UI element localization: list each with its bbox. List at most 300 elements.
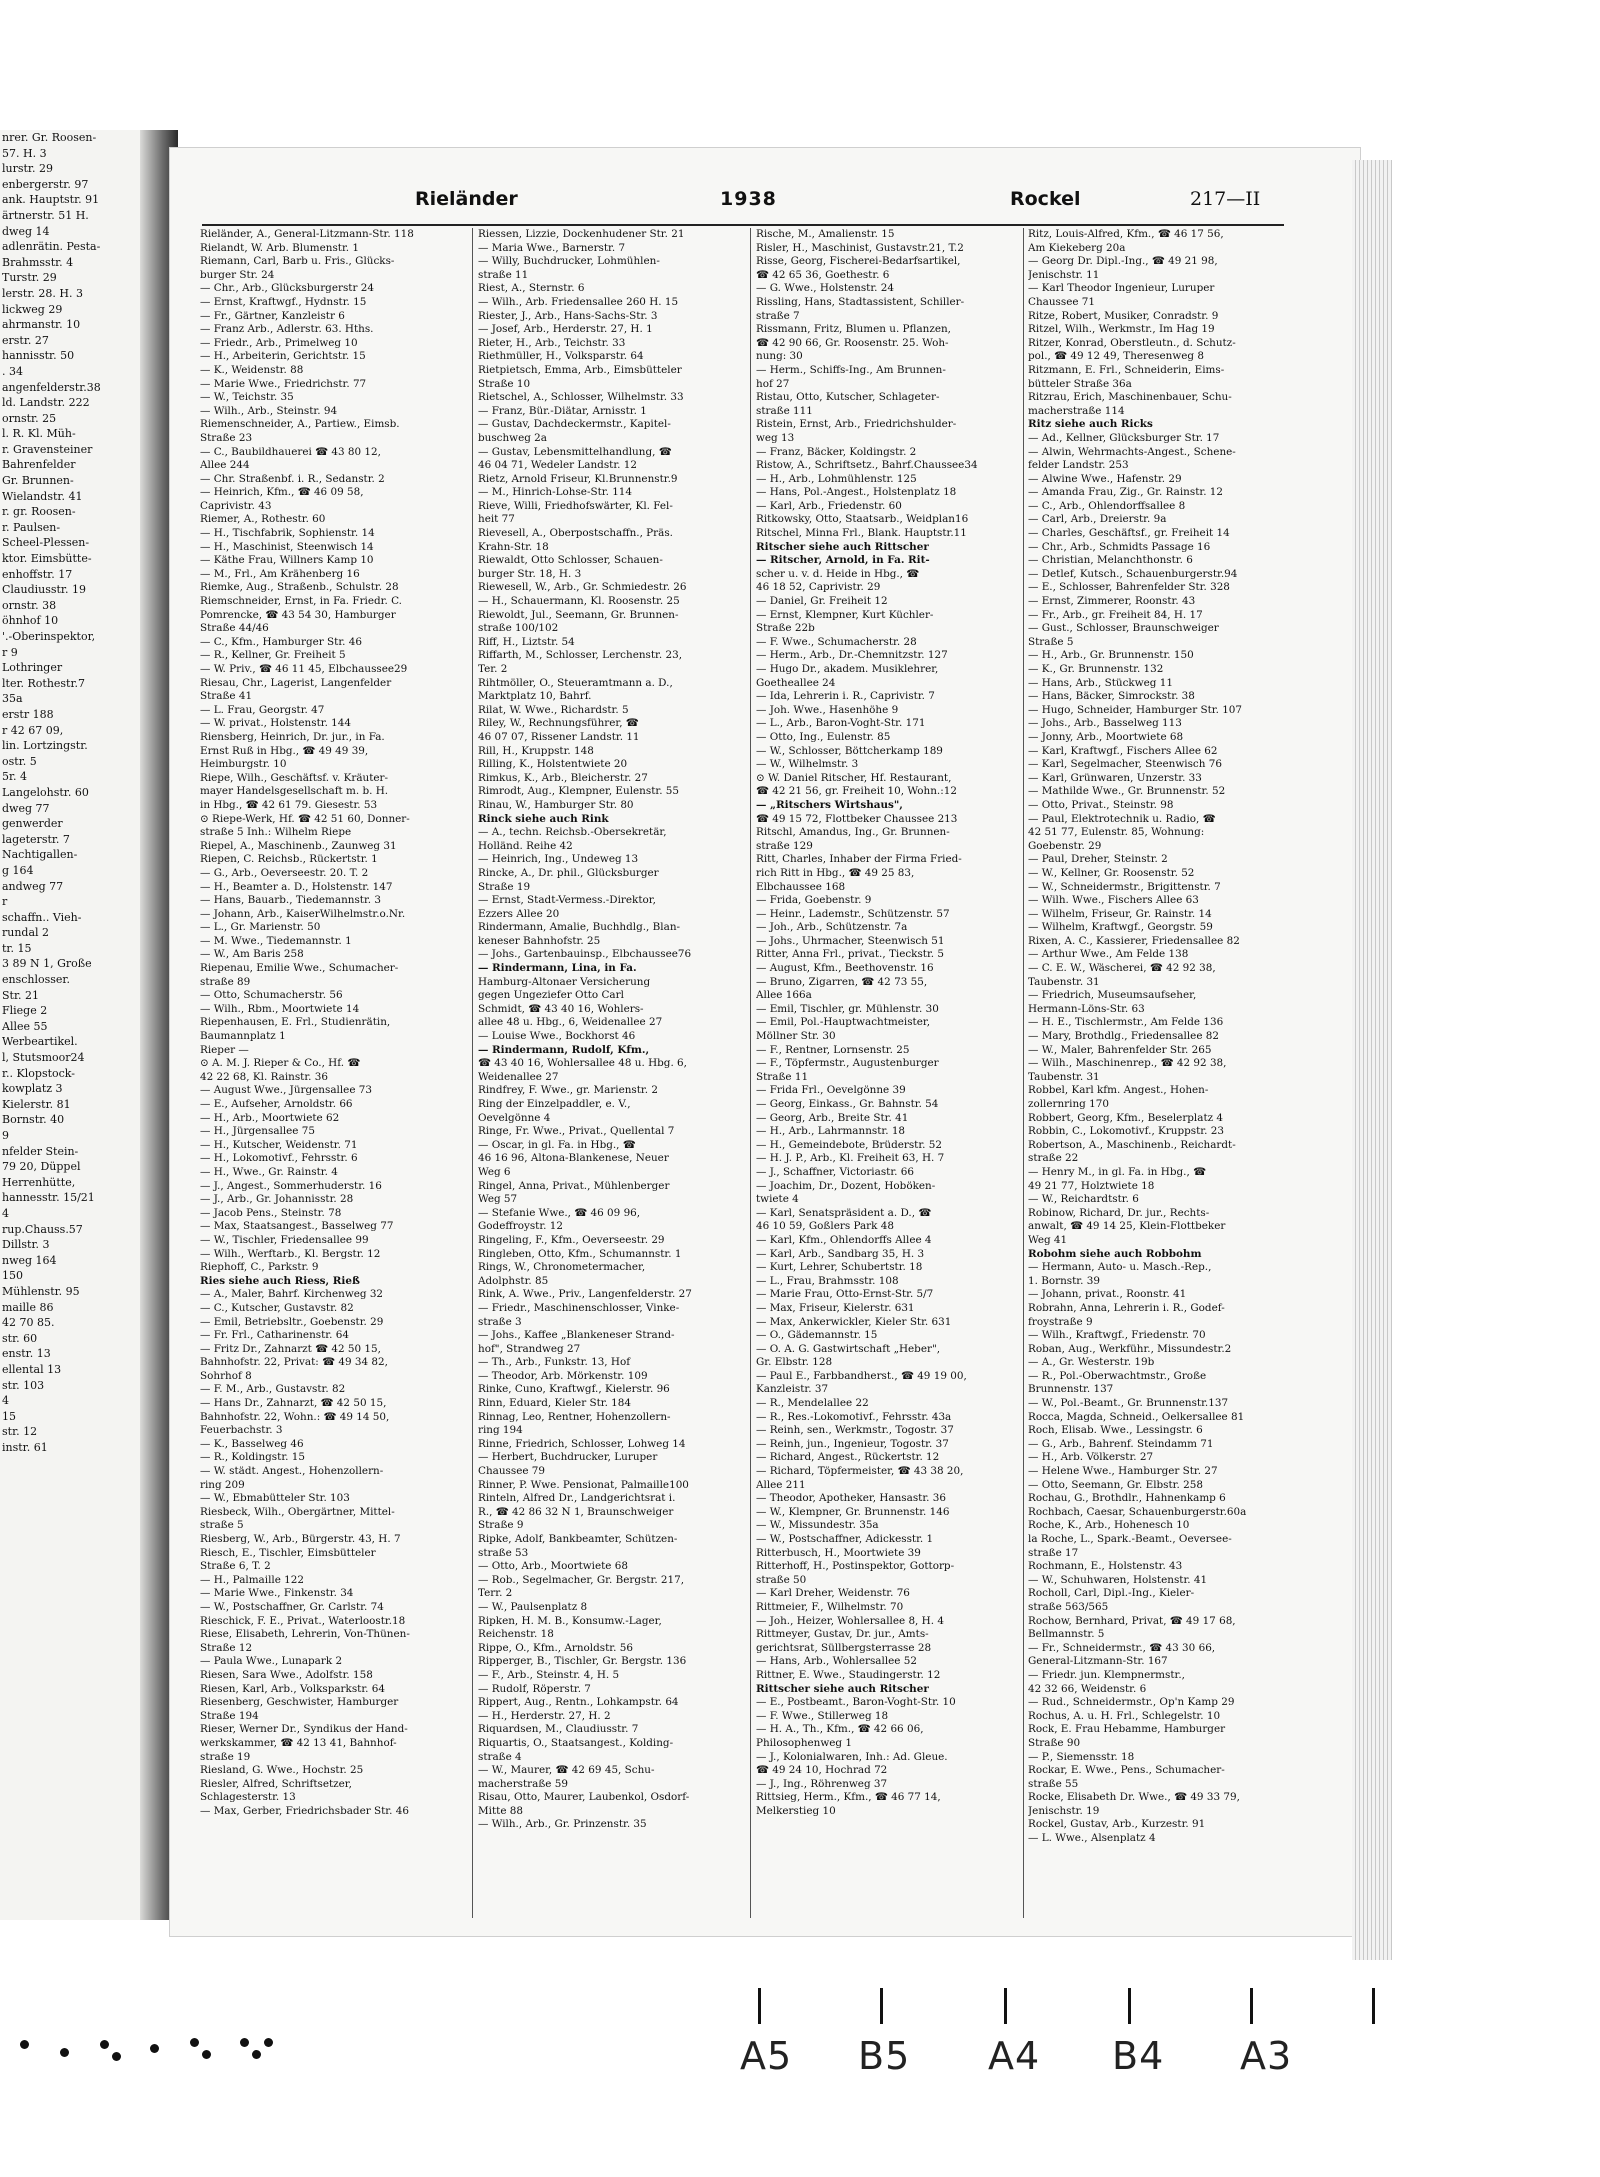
left-page-line: genwerder (2, 817, 63, 831)
directory-entry: — H., Arb., Moortwiete 62 (200, 1111, 340, 1124)
directory-entry: Rimrodt, Aug., Klempner, Eulenstr. 55 (478, 785, 680, 798)
directory-entry: Robrahn, Anna, Lehrerin i. R., Godef- (1028, 1301, 1225, 1314)
directory-entry: — C., Kfm., Hamburger Str. 46 (200, 635, 362, 648)
directory-entry: straße 7 (756, 309, 800, 322)
directory-entry: — H., Arb., Gr. Brunnenstr. 150 (1028, 649, 1194, 662)
directory-entry: ☎ 43 40 16, Wohlersallee 48 u. Hbg. 6, (478, 1057, 687, 1070)
directory-entry: — Emil, Pol.-Hauptwachtmeister, (756, 1016, 931, 1029)
directory-entry: — Hugo Dr., akadem. Musiklehrer, (756, 663, 939, 675)
directory-entry: — W., Teichstr. 35 (200, 391, 294, 404)
directory-entry: Jenischstr. 11 (1028, 268, 1100, 281)
directory-entry: Rieländer, A., General-Litzmann-Str. 118 (200, 228, 414, 240)
ruler-tick (758, 1988, 761, 2024)
ruler-tick (1372, 1988, 1375, 2024)
left-page-line: r. Paulsen- (2, 520, 61, 534)
directory-entry: Riesberg, W., Arb., Bürgerstr. 43, H. 7 (200, 1533, 401, 1545)
directory-entry: — E., Aufseher, Arnoldstr. 66 (200, 1098, 353, 1110)
left-page-line: 42 70 85. (2, 1316, 55, 1330)
directory-entry: — Hans, Arb., Wohlersallee 52 (756, 1655, 917, 1668)
directory-entry: Rochow, Bernhard, Privat, ☎ 49 17 68, (1028, 1614, 1236, 1627)
directory-entry: Möllner Str. 30 (756, 1030, 836, 1043)
left-page-line: 3 89 N 1, Große (2, 957, 92, 971)
directory-entry: Ries siehe auch Riess, Rieß (200, 1274, 360, 1287)
left-page-line: Fliege 2 (2, 1004, 48, 1018)
left-page-line: hannesstr. 15/21 (2, 1191, 95, 1205)
directory-entry: — Theodor, Arb. Mörkenstr. 109 (478, 1369, 648, 1382)
directory-entry: pol., ☎ 49 12 49, Theresenweg 8 (1028, 350, 1204, 363)
left-page-line: ahrmanstr. 10 (2, 318, 81, 332)
left-page-line: öhnhof 10 (2, 614, 59, 628)
directory-entry: burger Str. 18, H. 3 (478, 567, 582, 580)
directory-entry: Pomrencke, ☎ 43 54 30, Hamburger (200, 608, 396, 621)
directory-entry: — F. M., Arb., Gustavstr. 82 (200, 1383, 346, 1396)
directory-entry: — Reinh, jun., Ingenieur, Togostr. 37 (756, 1437, 949, 1450)
left-page-line: r (2, 895, 8, 909)
directory-entry: Rietz, Arnold Friseur, Kl.Brunnenstr.9 (478, 472, 678, 485)
directory-entry: straße 5 Inh.: Wilhelm Riepe (200, 826, 352, 839)
directory-entry: — R., Pol.-Oberwachtmstr., Große (1028, 1369, 1207, 1382)
scan-mark (202, 2050, 211, 2059)
directory-entry: — Max, Gerber, Friedrichsbader Str. 46 (200, 1804, 409, 1817)
directory-entry: Riewoldt, Jul., Seemann, Gr. Brunnen- (478, 608, 679, 621)
directory-entry: 46 04 71, Wedeler Landstr. 12 (478, 459, 637, 472)
directory-entry: Riemer, A., Rothestr. 60 (200, 513, 326, 526)
directory-entry: Risse, Georg, Fischerei-Bedarfsartikel, (756, 255, 961, 268)
directory-entry: Rieschick, F. E., Privat., Waterloostr.18 (200, 1614, 406, 1627)
column-1 (200, 228, 465, 1918)
directory-entry: — W. städt. Angest., Hohenzollern- (200, 1465, 384, 1478)
scan-mark (150, 2044, 159, 2053)
left-page-line: ld. Landstr. 222 (2, 396, 90, 410)
directory-entry: Roch, Elisab. Wwe., Lessingstr. 6 (1028, 1424, 1203, 1437)
directory-entry: — August Wwe., Jürgensallee 73 (200, 1084, 372, 1097)
directory-entry: — Karl, Arb., Sandbarg 35, H. 3 (756, 1247, 925, 1260)
directory-entry: — W., Paulsenplatz 8 (478, 1600, 588, 1613)
directory-entry: — Heinr., Lademstr., Schützenstr. 57 (756, 907, 950, 920)
left-page-line: rundal 2 (2, 926, 50, 940)
directory-entry: — Bruno, Zigarren, ☎ 42 73 55, (756, 975, 928, 988)
directory-entry: Ripke, Adolf, Bankbeamter, Schützen- (478, 1533, 678, 1545)
scan-mark (264, 2038, 273, 2047)
directory-entry: — Karl, Kraftwgf., Fischers Allee 62 (1028, 744, 1218, 757)
directory-entry: — Karl, Segelmacher, Steenwisch 76 (1028, 758, 1222, 771)
directory-entry: Rische, M., Amalienstr. 15 (756, 228, 895, 240)
directory-entry: — J., Angest., Sommerhuderstr. 16 (200, 1179, 382, 1192)
left-page-line: r. Gravensteiner (2, 442, 93, 456)
directory-entry: Ritterbusch, H., Moortwiete 39 (756, 1546, 921, 1559)
directory-entry: 46 07 07, Rissener Landstr. 11 (478, 730, 640, 743)
left-page-line: tr. 15 (2, 941, 32, 955)
left-page-line: ärtnerstr. 51 H. (2, 208, 89, 222)
directory-entry: Rinau, W., Hamburger Str. 80 (478, 798, 634, 811)
left-page-line: l, Stutsmoor24 (2, 1051, 85, 1065)
left-page-line: Dillstr. 3 (2, 1238, 50, 1252)
directory-entry: Straße 90 (1028, 1736, 1081, 1749)
directory-entry: — Gust., Schlosser, Braunschweiger (1028, 622, 1219, 635)
directory-entry: Taubenstr. 31 (1028, 1070, 1100, 1083)
directory-entry: Straße 11 (756, 1070, 809, 1083)
directory-entry: Rittscher siehe auch Ritscher (756, 1682, 929, 1695)
directory-entry: Bellmannstr. 5 (1028, 1628, 1105, 1641)
directory-entry: — Joachim, Dr., Dozent, Hoböken- (756, 1179, 936, 1192)
directory-entry: Rippe, O., Kfm., Arnoldstr. 56 (478, 1641, 633, 1654)
directory-entry: Straße 9 (478, 1519, 524, 1532)
directory-entry: Riewaldt, Otto Schlosser, Schauen- (478, 554, 663, 567)
directory-entry: Brunnenstr. 137 (1028, 1383, 1114, 1396)
directory-entry: — Käthe Frau, Willners Kamp 10 (200, 554, 374, 567)
header-first-entry: Rieländer (415, 188, 518, 210)
directory-entry: — L. Frau, Georgstr. 47 (200, 703, 325, 716)
directory-entry: Rissling, Hans, Stadtassistent, Schiller- (756, 295, 965, 308)
directory-entry: — A., Maler, Bahrf. Kirchenweg 32 (200, 1288, 384, 1301)
directory-entry: Ritz siehe auch Ricks (1028, 418, 1153, 431)
directory-entry: Marktplatz 10, Bahrf. (478, 690, 592, 703)
directory-entry: — Herbert, Buchdrucker, Luruper (478, 1451, 658, 1464)
directory-entry: ☎ 42 21 56, gr. Freiheit 10, Wohn.:12 (756, 785, 957, 798)
directory-entry: — August, Kfm., Beethovenstr. 16 (756, 962, 934, 975)
directory-entry: Riesch, E., Tischler, Eimsbütteler (200, 1546, 376, 1559)
left-page-line: ornstr. 38 (2, 598, 57, 612)
directory-entry: — A., Gr. Westerstr. 19b (1028, 1356, 1155, 1369)
directory-entry: — A., techn. Reichsb.-Obersekretär, (478, 826, 667, 839)
directory-entry: Rippert, Aug., Rentn., Lohkampstr. 64 (478, 1696, 679, 1709)
directory-entry: twiete 4 (756, 1193, 799, 1206)
directory-entry: — Emil, Betriebsltr., Goebenstr. 29 (200, 1315, 384, 1328)
ruler-tick (880, 1988, 883, 2024)
left-page-line: str. 103 (2, 1378, 45, 1392)
header-year: 1938 (720, 188, 777, 210)
directory-entry: — Rudolf, Röperstr. 7 (478, 1682, 591, 1695)
directory-entry: — M. Wwe., Tiedemannstr. 1 (200, 934, 352, 947)
directory-entry: — W., Postschaffner, Adickesstr. 1 (756, 1533, 934, 1545)
directory-entry: Ritz, Louis-Alfred, Kfm., ☎ 46 17 56, (1028, 228, 1224, 240)
directory-entry: — Max, Friseur, Kielerstr. 631 (756, 1301, 915, 1314)
directory-entry: macherstraße 114 (1028, 404, 1125, 417)
directory-entry: Straße 22b (756, 622, 815, 635)
left-page-line: enhoffstr. 17 (2, 567, 73, 581)
directory-entry: — Gustav, Lebensmittelhandlung, ☎ (478, 445, 672, 458)
directory-entry: Rings, W., Chronometermacher, (478, 1261, 646, 1274)
directory-entry: Robertson, A., Maschinenb., Reichardt- (1028, 1138, 1236, 1151)
left-page-line: Mühlenstr. 95 (2, 1284, 80, 1298)
directory-entry: — Maria Wwe., Barnerstr. 7 (478, 241, 626, 254)
left-page-line: Turstr. 29 (2, 271, 57, 285)
directory-entry: — Frida Frl., Oevelgönne 39 (756, 1084, 906, 1097)
directory-entry: Riley, W., Rechnungsführer, ☎ (478, 717, 639, 730)
left-page-line: ktor. Eimsbütte- (2, 552, 92, 566)
directory-entry: Ritkowsky, Otto, Staatsarb., Weidplan16 (756, 513, 969, 526)
directory-entry: gegen Ungeziefer Otto Carl (478, 989, 624, 1002)
directory-entry: 1. Bornstr. 39 (1028, 1274, 1100, 1287)
directory-entry: straße 55 (1028, 1777, 1079, 1790)
directory-entry: Reichenstr. 18 (478, 1628, 554, 1641)
directory-entry: Oevelgönne 4 (478, 1111, 551, 1124)
directory-entry: Rilling, K., Holstentwiete 20 (478, 758, 628, 771)
directory-entry: — Emil, Tischler, gr. Mühlenstr. 30 (756, 1002, 939, 1015)
directory-entry: — R., Mendelallee 22 (756, 1397, 869, 1410)
directory-entry: — J., Ing., Röhrenweg 37 (756, 1777, 888, 1790)
directory-entry: Ritt, Charles, Inhaber der Firma Fried- (756, 853, 962, 866)
directory-entry: Weg 57 (478, 1193, 518, 1206)
directory-entry: Riepel, A., Maschinenb., Zaunweg 31 (200, 839, 397, 852)
directory-entry: — Johs., Gartenbauinsp., Elbchaussee76 (478, 948, 692, 961)
directory-entry: — H., Maschinist, Steenwisch 14 (200, 540, 374, 553)
directory-entry: — Friedrich, Museumsaufseher, (1028, 989, 1197, 1002)
directory-entry: — Friedr., Maschinenschlosser, Vinke- (478, 1301, 680, 1314)
directory-entry: — Wilh. Wwe., Fischers Allee 63 (1028, 894, 1199, 907)
directory-entry: Risler, H., Maschinist, Gustavstr.21, T.2 (756, 241, 964, 254)
left-page-line: Brahmsstr. 4 (2, 255, 74, 269)
directory-entry: gerichtsrat, Süllbergsterrasse 28 (756, 1641, 932, 1654)
left-page-line: hannisstr. 50 (2, 349, 75, 363)
directory-entry: Rockar, E. Wwe., Pens., Schumacher- (1028, 1764, 1225, 1777)
directory-entry: Riquardsen, M., Claudiusstr. 7 (478, 1723, 639, 1736)
directory-entry: — Charles, Geschäftsf., gr. Freiheit 14 (1028, 527, 1230, 540)
directory-entry: — K., Weidenstr. 88 (200, 363, 304, 376)
directory-entry: — H., Jürgensallee 75 (200, 1125, 315, 1138)
directory-entry: Rissmann, Fritz, Blumen u. Pflanzen, (756, 323, 951, 336)
directory-entry: ring 209 (200, 1478, 245, 1491)
directory-entry: — Oscar, in gl. Fa. in Hbg., ☎ (478, 1138, 636, 1151)
directory-entry: — Karl Dreher, Weidenstr. 76 (756, 1587, 910, 1600)
ruler-label: A5 (740, 2034, 793, 2078)
directory-entry: — G. Wwe., Holstenstr. 24 (756, 282, 895, 295)
directory-entry: — Richard, Töpfermeister, ☎ 43 38 20, (756, 1465, 964, 1478)
directory-entry: straße 100/102 (478, 622, 559, 635)
directory-entry: Godeffroystr. 12 (478, 1220, 563, 1233)
directory-entry: Risau, Otto, Maurer, Laubenkol, Osdorf- (478, 1791, 690, 1804)
directory-entry: Allee 211 (756, 1478, 806, 1491)
directory-entry: — Rob., Segelmacher, Gr. Bergstr. 217, (478, 1573, 685, 1586)
directory-entry: — F., Arb., Steinstr. 4, H. 5 (478, 1668, 620, 1681)
directory-entry: — Jacob Pens., Steinstr. 78 (200, 1206, 342, 1219)
directory-entry: — Karl, Senatspräsident a. D., ☎ (756, 1206, 932, 1219)
directory-entry: — Paul, Dreher, Steinstr. 2 (1028, 853, 1168, 866)
left-page-line: kowplatz 3 (2, 1082, 63, 1096)
directory-entry: Rieper — (200, 1043, 249, 1056)
directory-entry: — H., Kutscher, Weidenstr. 71 (200, 1138, 358, 1151)
directory-entry: Riemke, Aug., Straßenb., Schulstr. 28 (200, 581, 399, 594)
directory-entry: — Franz, Bäcker, Koldingstr. 2 (756, 445, 917, 458)
left-page-line: . 34 (2, 364, 23, 378)
directory-entry: — R., Kellner, Gr. Freiheit 5 (200, 649, 346, 662)
directory-entry: 42 51 77, Eulenstr. 85, Wohnung: (1028, 826, 1205, 839)
directory-entry: — F., Rentner, Lornsenstr. 25 (756, 1043, 910, 1056)
directory-entry: — Johs., Arb., Basselweg 113 (1028, 717, 1182, 730)
left-page-line: Allee 55 (2, 1019, 48, 1033)
directory-entry: Riessen, Lizzie, Dockenhudener Str. 21 (478, 228, 685, 240)
directory-entry: — Stefanie Wwe., ☎ 46 09 96, (478, 1206, 641, 1219)
directory-entry: Rink, A. Wwe., Priv., Langenfelderstr. 27 (478, 1288, 692, 1301)
directory-entry: Hamburg-Altonaer Versicherung (478, 975, 651, 988)
directory-entry: Rinner, P. Wwe. Pensionat, Palmaille100 (478, 1478, 689, 1491)
directory-entry: — H., Beamter a. D., Holstenstr. 147 (200, 880, 393, 893)
directory-entry: — F., Töpfermstr., Augustenburger (756, 1057, 939, 1070)
directory-entry: Jenischstr. 19 (1028, 1804, 1100, 1817)
left-page-line: Nachtigallen- (2, 848, 78, 862)
scan-mark (190, 2038, 199, 2047)
directory-entry: Rieser, Werner Dr., Syndikus der Hand- (200, 1723, 408, 1736)
directory-entry: Rochau, G., Brothdlr., Hahnenkamp 6 (1028, 1492, 1226, 1505)
directory-entry: — P., Siemensstr. 18 (1028, 1750, 1135, 1763)
left-page-line: r 9 (2, 645, 18, 659)
directory-entry: Riesler, Alfred, Schriftsetzer, (200, 1777, 352, 1790)
directory-entry: Rochus, A. u. H. Frl., Schlegelstr. 10 (1028, 1709, 1221, 1722)
directory-entry: — Heinrich, Ing., Undeweg 13 (478, 853, 639, 866)
directory-entry: — W., Reichardtstr. 6 (1028, 1193, 1139, 1206)
directory-entry: — L., Gr. Marienstr. 50 (200, 921, 321, 934)
directory-entry: — J., Schaffner, Victoriastr. 66 (756, 1165, 914, 1178)
directory-entry: ☎ 49 15 72, Flottbeker Chaussee 213 (756, 812, 958, 825)
directory-entry: — Kurt, Lehrer, Schubertstr. 18 (756, 1261, 923, 1274)
directory-entry: Riemenschneider, A., Partiew., Eimsb. (200, 418, 400, 431)
directory-entry: Ring der Einzelpaddler, e. V., (478, 1098, 631, 1110)
directory-entry: Am Kiekeberg 20a (1028, 241, 1126, 254)
directory-entry: Rieve, Willi, Friedhofswärter, Kl. Fel- (478, 499, 673, 512)
left-page-line: lickweg 29 (2, 302, 63, 316)
directory-entry: Melkerstieg 10 (756, 1804, 836, 1817)
directory-entry: keneser Bahnhofstr. 25 (478, 934, 601, 947)
directory-entry: — Karl, Kfm., Ohlendorffs Allee 4 (756, 1233, 932, 1246)
directory-entry: Ritze, Robert, Musiker, Conradstr. 9 (1028, 309, 1219, 322)
directory-entry: — H., Wwe., Gr. Rainstr. 4 (200, 1165, 338, 1178)
directory-entry: Riepenau, Emilie Wwe., Schumacher- (200, 962, 399, 975)
left-page-line: Langelohstr. 60 (2, 785, 89, 799)
directory-entry: Rinn, Eduard, Kieler Str. 184 (478, 1397, 632, 1410)
directory-entry: Rielandt, W. Arb. Blumenstr. 1 (200, 241, 360, 254)
directory-entry: Bahnhofstr. 22, Wohn.: ☎ 49 14 50, (200, 1410, 390, 1423)
left-page-line: maille 86 (2, 1300, 54, 1314)
directory-entry: — Johs., Kaffee „Blankeneser Strand- (478, 1329, 675, 1342)
directory-entry: zollernring 170 (1028, 1098, 1109, 1110)
directory-entry: Ritschel, Minna Frl., Blank. Hauptstr.11 (756, 527, 967, 540)
directory-entry: Ritzmann, E. Frl., Schneiderin, Eims- (1028, 363, 1225, 376)
directory-entry: — H., Schauermann, Kl. Roosenstr. 25 (478, 595, 680, 608)
directory-entry: Weg 41 (1028, 1233, 1068, 1246)
directory-entry: R., ☎ 42 86 32 N 1, Braunschweiger (478, 1505, 674, 1518)
directory-entry: Robbert, Georg, Kfm., Beselerplatz 4 (1028, 1111, 1224, 1124)
directory-entry: General-Litzmann-Str. 167 (1028, 1655, 1168, 1668)
directory-entry: Riesen, Sara Wwe., Adolfstr. 158 (200, 1668, 373, 1681)
left-page-line: lter. Rothestr.7 (2, 676, 86, 690)
directory-entry: Terr. 2 (478, 1587, 513, 1600)
directory-entry: — Wilh., Kraftwgf., Friedenstr. 70 (1028, 1329, 1206, 1342)
column-3 (756, 228, 1021, 1918)
directory-entry: straße 19 (200, 1750, 251, 1763)
directory-entry: werkskammer, ☎ 42 13 41, Bahnhof- (200, 1736, 397, 1749)
directory-entry: — Ernst, Zimmerer, Roonstr. 43 (1028, 595, 1196, 608)
directory-entry: Holländ. Reihe 42 (478, 839, 573, 852)
directory-entry: — Gustav, Dachdeckermstr., Kapitel- (478, 418, 671, 431)
directory-entry: — W., Maurer, ☎ 42 69 45, Schu- (478, 1764, 655, 1777)
directory-entry: Riest, A., Sternstr. 6 (478, 282, 585, 295)
directory-entry: Rittner, E. Wwe., Staudingerstr. 12 (756, 1668, 941, 1681)
directory-entry: — Wilh., Werftarb., Kl. Bergstr. 12 (200, 1247, 381, 1260)
directory-entry: Rinck siehe auch Rink (478, 812, 609, 825)
directory-entry: — W., Schneidermstr., Brigittenstr. 7 (1028, 880, 1221, 893)
directory-entry: — Detlef, Kutsch., Schauenburgerstr.94 (1028, 567, 1238, 580)
directory-entry: scher u. v. d. Heide in Hbg., ☎ (756, 567, 920, 580)
column-divider (750, 228, 751, 1918)
directory-entry: Riff, H., Liztstr. 54 (478, 635, 575, 648)
left-page-line: angenfelderstr.38 (2, 380, 101, 394)
directory-entry: Rindfrey, F. Wwe., gr. Marienstr. 2 (478, 1084, 658, 1097)
directory-entry: — Heinrich, Kfm., ☎ 46 09 58, (200, 486, 364, 499)
left-page-line: str. 12 (2, 1425, 38, 1439)
ruler-label: B4 (1112, 2034, 1165, 2078)
left-page-line: l. R. Kl. Müh- (2, 427, 76, 441)
directory-entry: Rochmann, E., Holstenstr. 43 (1028, 1560, 1183, 1573)
left-page-line: andweg 77 (2, 879, 64, 893)
directory-entry: — C. E. W., Wäscherei, ☎ 42 92 38, (1028, 962, 1216, 975)
directory-entry: straße 53 (478, 1546, 529, 1559)
directory-entry: ☎ 42 90 66, Gr. Roosenstr. 25. Woh- (756, 336, 949, 349)
directory-entry: Ritter, Anna Frl., privat., Tieckstr. 5 (756, 948, 945, 961)
directory-entry: — W., Postschaffner, Gr. Carlstr. 74 (200, 1600, 384, 1613)
directory-entry: — W., Wilhelmstr. 3 (756, 758, 859, 771)
left-page-line: erstr. 27 (2, 333, 49, 347)
directory-entry: — Fritz Dr., Zahnarzt ☎ 42 50 15, (200, 1342, 381, 1355)
directory-entry: — Marie Wwe., Finkenstr. 34 (200, 1587, 354, 1600)
left-page-line: dweg 14 (2, 224, 50, 238)
directory-entry: — Jonny, Arb., Moortwiete 68 (1028, 730, 1184, 743)
directory-entry: Robohm siehe auch Robbohm (1028, 1247, 1202, 1260)
directory-entry: — Daniel, Gr. Freiheit 12 (756, 595, 888, 608)
directory-entry: — Amanda Frau, Zig., Gr. Rainstr. 12 (1028, 486, 1224, 499)
directory-entry: — Franz, Bür.-Diätar, Arnisstr. 1 (478, 404, 647, 417)
directory-entry: weg 13 (756, 431, 795, 444)
directory-entry: Ristein, Ernst, Arb., Friedrichshulder- (756, 418, 957, 431)
directory-entry: — H., Arbeiterin, Gerichtstr. 15 (200, 350, 366, 363)
directory-entry: — Rindermann, Rudolf, Kfm., (478, 1043, 650, 1056)
directory-entry: Riesen, Karl, Arb., Volksparkstr. 64 (200, 1682, 385, 1695)
directory-entry: Rochbach, Caesar, Schauenburgerstr.60a (1028, 1505, 1247, 1518)
directory-entry: — Marie Frau, Otto-Ernst-Str. 5/7 (756, 1288, 934, 1301)
left-page-line: Gr. Brunnen- (2, 474, 74, 488)
directory-entry: Philosophenweg 1 (756, 1736, 852, 1749)
left-page-line: 57. H. 3 (2, 146, 47, 160)
directory-entry: — Otto, Ing., Eulenstr. 85 (756, 730, 891, 743)
directory-entry: — Karl, Grünwaren, Unzerstr. 33 (1028, 771, 1202, 784)
directory-entry: Straße 5 (1028, 635, 1074, 648)
left-page-line: instr. 61 (2, 1440, 48, 1454)
directory-entry: Elbchaussee 168 (756, 880, 846, 893)
directory-entry: Ritzrau, Erich, Maschinenbauer, Schu- (1028, 391, 1232, 404)
left-page-line: lurstr. 29 (2, 162, 53, 176)
directory-entry: — Helene Wwe., Hamburger Str. 27 (1028, 1465, 1218, 1478)
directory-entry: — Otto, Schumacherstr. 56 (200, 989, 343, 1002)
page-edges (1352, 160, 1392, 1960)
directory-entry: Ristow, A., Schriftsetz., Bahrf.Chaussee34 (756, 459, 978, 472)
directory-entry: Riewesell, W., Arb., Gr. Schmiedestr. 26 (478, 581, 687, 594)
directory-entry: — J., Kolonialwaren, Inh.: Ad. Gleue. (756, 1750, 948, 1763)
left-page-line: ellental 13 (2, 1362, 62, 1376)
directory-entry: la Roche, L., Spark.-Beamt., Oeversee- (1028, 1533, 1232, 1545)
directory-entry: — M., Hinrich-Lohse-Str. 114 (478, 486, 633, 499)
scan-mark (112, 2052, 121, 2061)
directory-entry: Hermann-Löns-Str. 63 (1028, 1002, 1145, 1015)
directory-entry: Riephoff, C., Parkstr. 9 (200, 1261, 319, 1274)
directory-entry: — H., Arb., Lahrmannstr. 18 (756, 1125, 906, 1138)
ruler-label: A3 (1240, 2034, 1293, 2078)
left-page-line: ank. Hauptstr. 91 (2, 193, 100, 207)
directory-entry: — Marie Wwe., Friedrichstr. 77 (200, 377, 367, 390)
scan-mark (60, 2048, 69, 2057)
column-4 (1028, 228, 1293, 1918)
directory-entry: — Hans, Pol.-Angest., Holstenplatz 18 (756, 486, 957, 499)
column-divider (1023, 228, 1024, 1918)
directory-entry: Ritzer, Konrad, Oberstleutn., d. Schutz- (1028, 336, 1236, 349)
